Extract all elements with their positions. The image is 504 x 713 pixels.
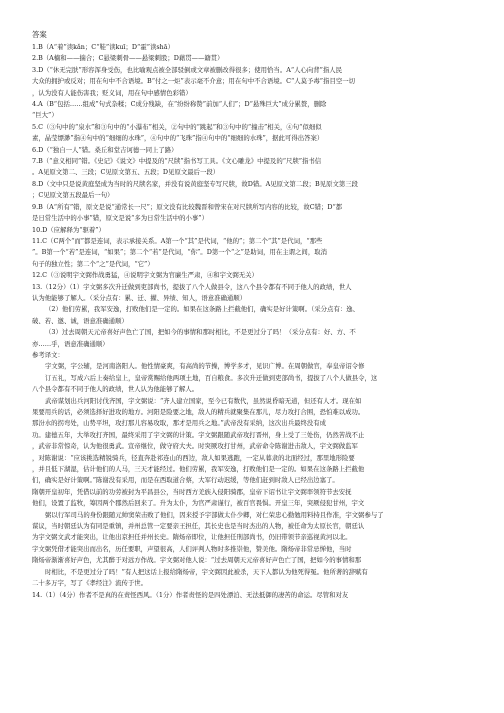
text-line: 订五礼，写成六后上奏给皇上，皇帝赏赐给他两项土地，百自粮食。多次升迁做到吏部尚书，提拔了八个人做县令，这 xyxy=(45,373,378,382)
text-line: 9.B（A“所有”错，原文是说“通常长一尺”；原文没有比较魏晋和曾宋在对尺牍所写内容的比较，故C错；D“都 xyxy=(32,202,343,211)
text-line: 八个县令都有不同于他人的政绩，世人认为他能够了解人。 xyxy=(32,385,199,394)
text-line: 2.B（A楠和——揣合；C悬梁刺骨——悬梁刺股；D藉贯——籍贯） xyxy=(32,54,224,63)
text-line: 3.D（“休无完肤”形容浑身受伤，也比喻观点被全部驳倒或文章被删改得很多；使用恰当。A“人心向背”指人民 xyxy=(32,65,343,74)
text-line: 10.D（应解释为“驱着”） xyxy=(32,225,105,234)
text-line: 他们，设置了监牧，筹因两个郡然后回来了。升为太仆，为官严肃谨行，被百官畏惧。开皇三年，突厥侵犯甘州，宇文 xyxy=(32,499,365,508)
text-line: 11.C（C两个“而”都是连词，表示承接关系。A第一个“其”是代词，“他的”；第二个“其”是代词，“那些 xyxy=(32,236,323,245)
text-line: （3）过去周朝天元帝喜好声色亡了国，把如今的事情和那时相比，不是更过分了吗！（采分点有：好、方、不 xyxy=(45,328,356,337)
text-line: 1.B（A“着”读kǎn；C“鞋”读kuī；D“霍”读shā） xyxy=(32,43,174,51)
text-line: 为宇文弼文武才能突出，让他出京担任并州长史。隋炀帝即位，让他担任刑部尚书，仍旧带领节亲巡视黄河以北。 xyxy=(32,533,352,542)
text-line: 亦……乎，语意准确通顺） xyxy=(32,339,109,348)
text-line: 果要用兵的话，必须选择好进攻的地方。河阳是险要之地，敌人的精兵就聚集在那儿，尽力攻打合围，恐怕难以成功。 xyxy=(32,408,365,416)
text-line: 参考译文： xyxy=(32,350,64,359)
text-line: 二十多万字，写了《孝经注》流传于世。 xyxy=(32,579,148,588)
text-line: 句子的独立性；第二个“之”是代词，“它”） xyxy=(32,259,154,268)
text-line: 那汾水的拐弯处，山势平坦，攻打那儿容易攻取，那才是用兵之地。”武帝没有采纳，这次出兵最终没有成 xyxy=(32,419,327,428)
text-line: 8.D（文中只是说黄庭坚成为当时的尺牍名家，并没有说黄庭坚专写尺牍，故D错。A见原文第二段；B见原文第三段 xyxy=(32,179,359,188)
text-line: 5.C（③句中的“泉水”和③句中的“小瀑布”相关，②句中的“跳起”和③句中的“撞击”相关，④句“似细似 xyxy=(32,122,322,131)
text-line: 7.B（“意义相同”错。《史记》《说文》中提及的“尺牍”指书写工具。《文心雕龙》中提及的“尺牍”指书信 xyxy=(32,157,322,166)
text-line: ，并且低下湖湿，估计他们的人马，三天才能经过。他们劳累，我军安逸，打败他们是一定的。如果在这条路上拦截他 xyxy=(32,465,365,474)
text-line: 时相比，不是更过分了吗！”有人把这话上报给隋炀帝，宇文弼因此被杀，天下人都认为他死得冤。他所著的辞赋有 xyxy=(45,567,368,576)
text-line: 大众的拥护或反对；用在句中不合语境。B“付之一炬”表示毫不介意；用在句中不合语境。C“人莫予毒”指目空一切 xyxy=(32,77,356,86)
text-line: ，武帝非常惊奇，认为他很勇武。宣帝继位，做守府大夫。时突厥攻打甘州，武帝命令陈谢进击敌人，宇文弼做监军 xyxy=(32,442,358,451)
text-line: 隋炀帝渐渐喜好声色，尤其醉于对远方作战。宇文弼对他人说：“过去周朝天元帝喜好声色亡了国，把如今的事情和那 xyxy=(32,556,362,565)
text-line: “巨大”） xyxy=(32,111,58,120)
text-line: 认为他能够了解人。（采分点有：累、迁、擢、异绩、知人，语意准确通顺） xyxy=(32,293,247,302)
text-line: 弼以行军司马的身份跟随元帅窦荣击败了他们，因来授予宇部做太仆少卿，对仁荣忠心勤勉用料持且作准，宇文弼参与了 xyxy=(45,510,384,519)
document-body xyxy=(32,42,474,601)
text-line: 6.D（“独自一人”错。桑丘和堂吉诃德一同上了路） xyxy=(32,145,178,154)
text-line: 。A见原文第二、三段；C见原文第五、五段；D见原文最后一段） xyxy=(32,168,220,177)
text-line: 破、若、邀、诚，语意准确通顺） xyxy=(32,316,128,325)
text-line: （2）他们劳累，我军安逸，打败他们是一定的。如果在这条路上拦截他们，确实是好计策啊。（采分点有：逸、 xyxy=(45,305,360,314)
text-line: 14.（1）（4分）作者不是真的在责怪西风。（1分）作者责怪的是四处漂泊、无法抵御的凄苦的命运。尽管和对友 xyxy=(32,590,349,599)
text-line: 13.（12分）（1）宇文弼多次升迁做到吏部尚书，提拔了八个人做县令，这八个县令都有不同于他人的政绩，世人 xyxy=(32,282,352,291)
text-line: ；C见原文第五段最后一句） xyxy=(32,191,114,200)
text-line: 们，确实是好计策啊。”陈谢没有采用，而是在西取道合蔡，大军行动迟缓，等他们赶到时敌人已经出边塞了。 xyxy=(32,476,339,485)
text-line: 4.A（B“包括……组成”句式杂糅；C成分残缺，在“纷纷称赞”前加“人们”；D“悬殊巨大”成分累赘，删除 xyxy=(32,100,327,109)
text-line: 功。建德五年，大举攻打齐国，最终采用了宇文弼的计策。宇文弼跟随武帝攻打晋州，身上受了三处伤，仍然苦战不止 xyxy=(32,430,365,439)
text-line: 是日常生活中的小事”错，原文是说“多为日常生活中的小事”） xyxy=(32,214,208,223)
text-line: 武帝谋划出兵河阳讨伐齐国，宇文弼说：“齐人建立国家，至今已有数代，虽然说昏暗无道，但还有人才。现在如 xyxy=(45,396,362,405)
text-line: 隋朝开皇初年，凭借以前的功劳被封为平昌县公，当时西方羌族入侵阳骑郡，皇帝下诏书让宇文弼率领符节去安抚 xyxy=(32,487,352,496)
text-line: 谋议，当时朝廷认为有同是重镇，并州总管一定要亲王担任，其长史也是当时杰出的人物，被任命为太原长官，朝廷认 xyxy=(32,522,365,531)
text-line: 宇文弼凭借才能突出而出名，历任要职，声望很高，人们评判人物时多推崇他，赞美他。隋炀帝非常忌惮他，当时 xyxy=(32,544,352,553)
text-line: 12.C（③说明宇文弼作战勇猛，④说明宇文弼为官廉生严肃，④和宇文弼无关） xyxy=(32,271,258,280)
text-line: 素，晶莹缥渺”指④句中的“细细的水珠”，④句中的“飞珠”指④句中的“细细的水珠”，据此可得出答案） xyxy=(32,134,324,143)
text-line: 宇文弼，字公辅，是河南洛阳人。他性情豪爽，有高尚的节操，博学多才，见识广博。在周朝做官，奉皇帝诏令修 xyxy=(45,362,365,371)
text-line: ”。B第一个“若”是连词，“如果”；第二个“若”是代词，“你”。D第一个“之”是助词，用在主谓之间，取消 xyxy=(32,248,327,257)
document-title: 答案 xyxy=(32,30,47,39)
text-line: ，认为没有人能伤害我；贬义词，用在句中感情色彩错） xyxy=(32,88,192,97)
text-line: ，对陈谢说：“应该挑选精锐骑兵，径直奔赴祁连山的西边，敌人如果逃跑，一定从暮隶的北面经过，那里地形险要 xyxy=(32,453,355,462)
